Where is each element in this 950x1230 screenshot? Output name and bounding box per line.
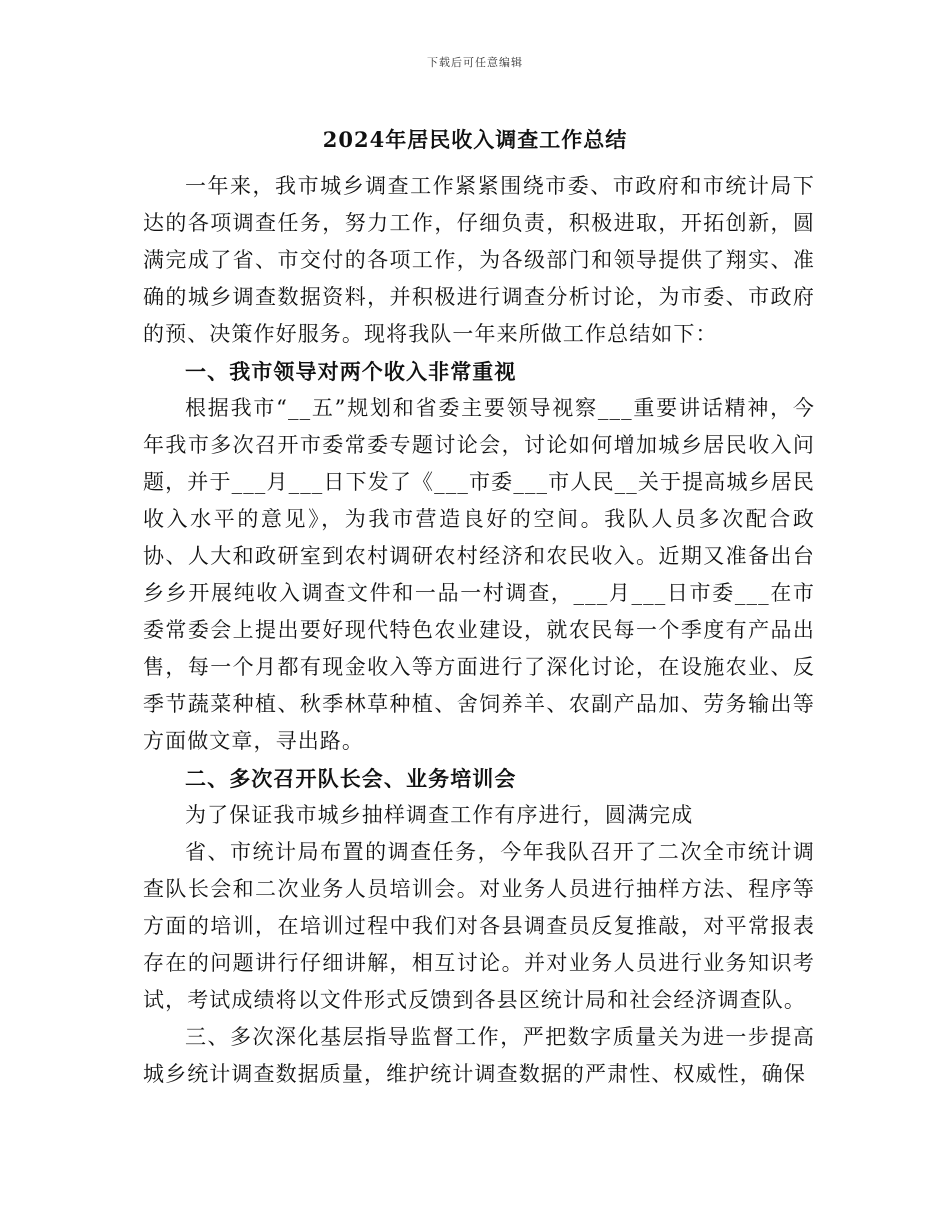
section-heading-1: 一、我市领导对两个收入非常重视 xyxy=(185,359,517,384)
paragraph-section-1: 根据我市“__五”规划和省委主要领导视察___重要讲话精神，今年我市多次召开市委常委专题讨论会，讨论如何增加城乡居民收入问题，并于___月___日下发了《___市委___市人民__关于提高城乡居民收入水平的意见》，为我市营造良好的空间。我队人员多次配合政协、人大和政研室到农村调研农村经济和农民收入。近期又准备出台乡乡开展纯收入调查文件和一品一村调查，___月___日市委___在市委常委会上提出要好现代特色农业建设，就农民每一个季度有产品出售，每一个月都有现金收入等方面进行了深化讨论，在设施农业、反季节蔬菜种植、秋季林草种植、舍饲养羊、农副产品加、劳务输出等方面做文章，寻出路。 xyxy=(143,396,815,753)
header-note: 下载后可任意编辑 xyxy=(427,56,523,69)
document-body xyxy=(143,168,815,1093)
paragraph-section-2b: 省、市统计局布置的调查任务，今年我队召开了二次全市统计调查队长会和二次业务人员培训会。对业务人员进行抽样方法、程序等方面的培训，在培训过程中我们对各县调查员反复推敲，对平常报表存在的问题讲行仔细讲解，相互讨论。并对业务人员进行业务知识考试，考试成绩将以文件形式反馈到各县区统计局和社会经济调查队。 xyxy=(143,840,815,1012)
document-title: 2024年居民收入调查工作总结 xyxy=(322,127,628,152)
section-heading-2: 二、多次召开队长会、业务培训会 xyxy=(185,766,517,791)
paragraph-intro: 一年来，我市城乡调查工作紧紧围绕市委、市政府和市统计局下达的各项调查任务，努力工作，仔细负责，积极进取，开拓创新，圆满完成了省、市交付的各项工作，为各级部门和领导提供了翔实、准确的城乡调查数据资料，并积极进行调查分析讨论，为市委、市政府的预、决策作好服务。现将我队一年来所做工作总结如下： xyxy=(143,174,815,346)
paragraph-section-2a: 为了保证我市城乡抽样调查工作有序进行，圆满完成 xyxy=(185,803,694,827)
paragraph-section-3: 三、多次深化基层指导监督工作，严把数字质量关为进一步提高城乡统计调查数据质量，维护统计调查数据的严肃性、权威性，确保 xyxy=(143,1025,815,1086)
